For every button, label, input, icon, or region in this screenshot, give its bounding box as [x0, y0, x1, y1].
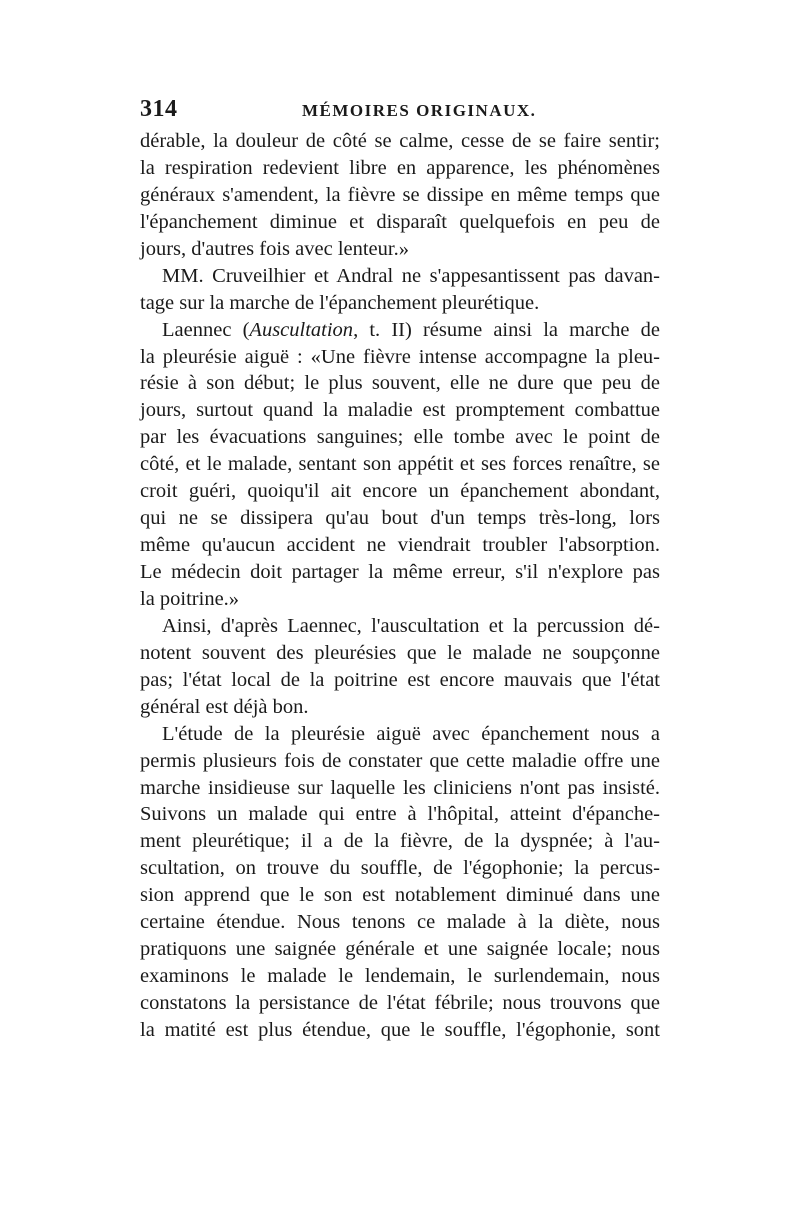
text-line: côté, et le malade, sentant son appétit et ses forces renaître, se — [140, 453, 660, 476]
text-line: constatons la persistance de l'état fébrile; nous trouvons que — [140, 992, 660, 1014]
text-line: la poitrine.» — [140, 587, 240, 610]
text-line: MM. Cruveilhier et Andral ne s'appesantissent pas davan- — [162, 264, 660, 287]
page-number: 314 — [140, 96, 178, 122]
text-line: la respiration redevient libre en apparence, les phénomènes — [140, 156, 660, 179]
text-line: l'épanchement diminue et disparaît quelquefois en peu de — [140, 210, 660, 233]
text-line: Le médecin doit partager la même erreur, s'il n'explore pas — [140, 561, 660, 583]
text-line: pas; l'état local de la poitrine est encore mauvais que l'état — [140, 668, 660, 691]
text-line: permis plusieurs fois de constater que cette maladie offre une — [140, 749, 660, 772]
text-line: scultation, on trouve du souffle, de l'égophonie; la percus- — [140, 857, 660, 880]
text-line: même qu'aucun accident ne viendrait troubler l'absorption. — [140, 534, 660, 557]
text-line: Suivons un malade qui entre à l'hôpital, atteint d'épanche- — [140, 803, 660, 826]
text-line: la pleurésie aiguë : «Une fièvre intense accompagne la pleu- — [140, 345, 660, 368]
text-line: Ainsi, d'après Laennec, l'auscultation et la percussion dé- — [162, 614, 660, 637]
text-line: qui ne se dissipera qu'au bout d'un temps très-long, lors — [140, 507, 660, 530]
text-line: marche insidieuse sur laquelle les cliniciens n'ont pas insisté. — [140, 776, 660, 799]
text-line: généraux s'amendent, la fièvre se dissipe en même temps que — [140, 183, 660, 206]
text-line: la matité est plus étendue, que le souffle, l'égophonie, sont — [140, 1018, 660, 1041]
text-line: général est déjà bon. — [140, 695, 309, 718]
text-line: ment pleurétique; il a de la fièvre, de la dyspnée; à l'au- — [140, 830, 660, 853]
text-line: examinons le malade le lendemain, le surlendemain, nous — [140, 965, 660, 988]
text-line: notent souvent des pleurésies que le malade ne soupçonne — [140, 641, 660, 664]
text-line: sion apprend que le son est notablement diminué dans une — [140, 884, 660, 907]
body-text — [140, 128, 660, 1044]
text-line: tage sur la marche de l'épanchement pleurétique. — [140, 291, 540, 314]
text-line: certaine étendue. Nous tenons ce malade à la diète, nous — [140, 911, 660, 934]
running-head: MÉMOIRES ORIGINAUX. — [302, 101, 537, 120]
text-line: croit guéri, quoiqu'il ait encore un épanchement abondant, — [140, 480, 660, 503]
text-segment: , t. II) résume ainsi la marche de — [353, 318, 661, 341]
text-line-with-italic — [140, 317, 660, 344]
text-line: par les évacuations sanguines; elle tombe avec le point de — [140, 426, 660, 449]
italic-book-title: Auscultation — [249, 318, 354, 341]
text-segment: Laennec ( — [162, 318, 250, 341]
text-line: jours, surtout quand la maladie est promptement combattue — [140, 399, 660, 422]
page-header — [140, 96, 660, 126]
text-line: dérable, la douleur de côté se calme, cesse de se faire sentir; — [140, 130, 660, 152]
text-line: L'étude de la pleurésie aiguë avec épanchement nous a — [162, 722, 660, 745]
text-line: pratiquons une saignée générale et une saignée locale; nous — [140, 938, 660, 961]
text-line: jours, d'autres fois avec lenteur.» — [140, 237, 409, 260]
text-line: résie à son début; le plus souvent, elle ne dure que peu de — [140, 372, 660, 395]
